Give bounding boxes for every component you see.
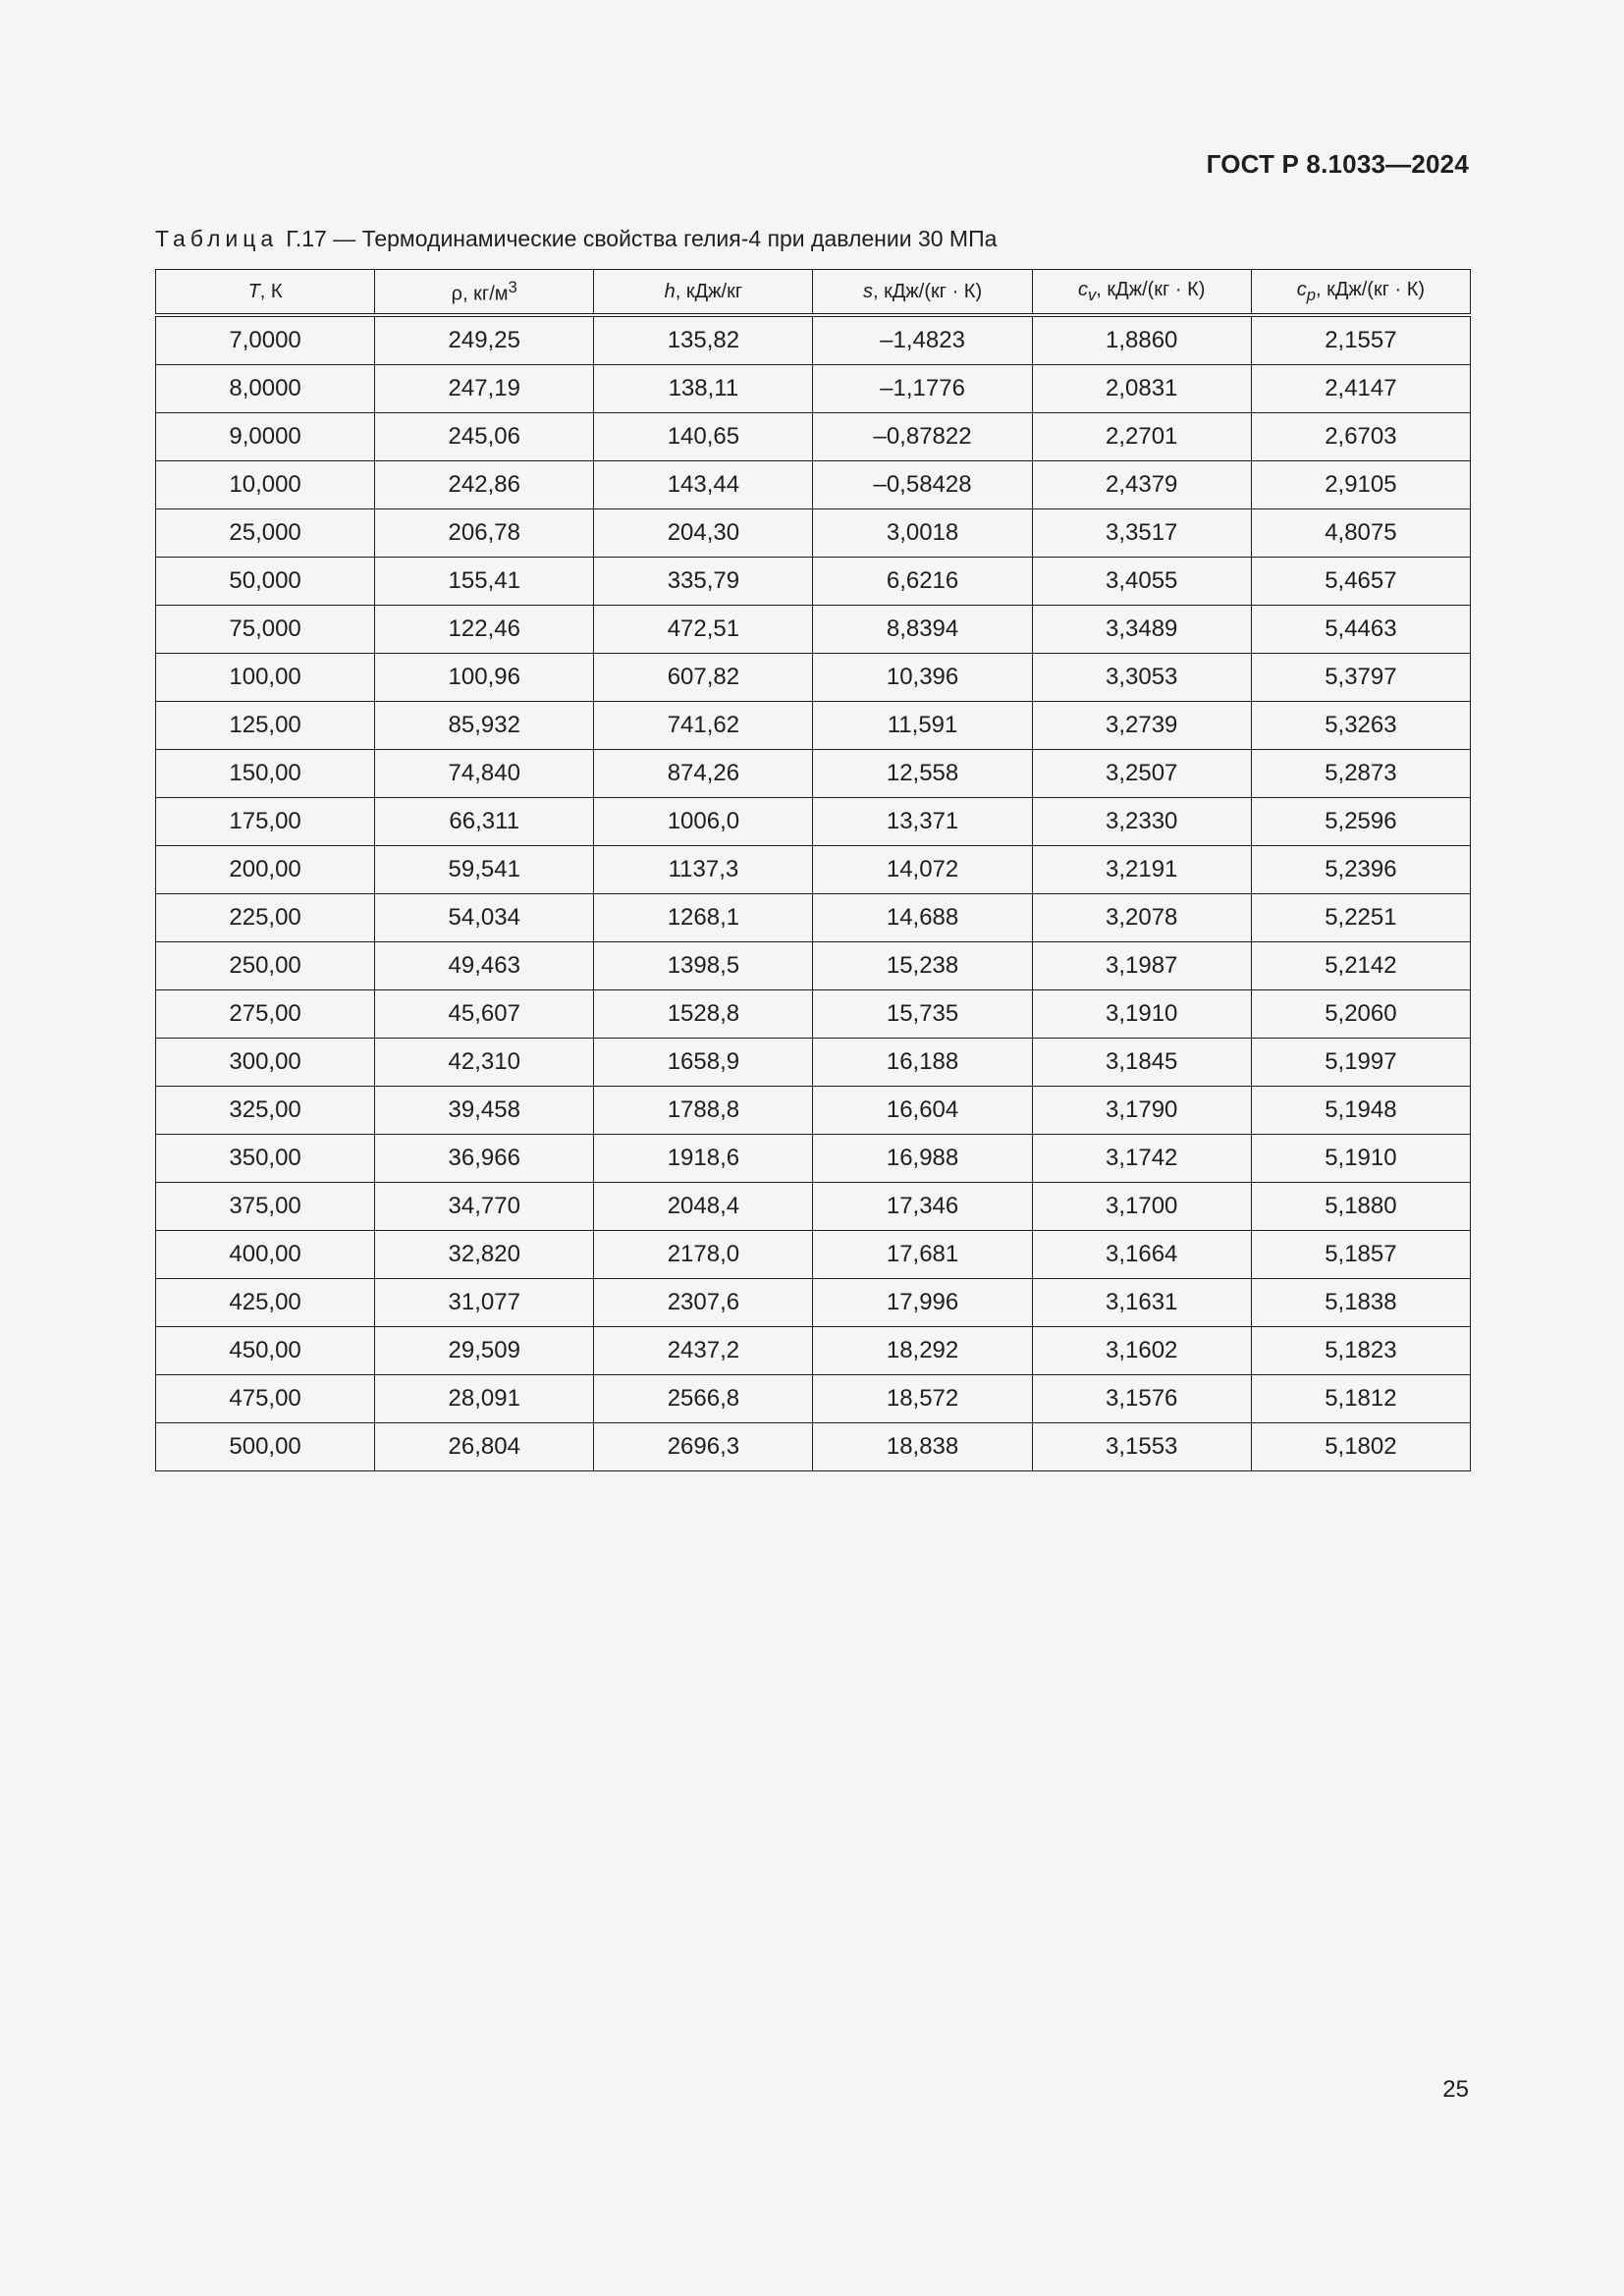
table-cell: 49,463 [375,942,594,990]
column-subscript: p [1306,285,1316,304]
column-unit: , кДж/(кг · К) [1315,278,1426,300]
table-cell: 3,1700 [1032,1183,1251,1231]
table-cell: 15,238 [813,942,1032,990]
table-cell: 3,1576 [1032,1375,1251,1423]
table-cell: 2178,0 [594,1231,813,1279]
table-cell: 350,00 [156,1135,375,1183]
table-cell: 9,0000 [156,413,375,461]
table-cell: 3,1987 [1032,942,1251,990]
table-cell: 3,1910 [1032,990,1251,1039]
page-number: 25 [1442,2076,1469,2103]
table-row [156,606,1471,654]
table-caption-prefix: Таблица [155,226,279,251]
table-cell: 3,3517 [1032,509,1251,558]
table-row [156,1327,1471,1375]
column-symbol: h [664,280,676,302]
table-row [156,894,1471,942]
table-cell: 1528,8 [594,990,813,1039]
table-cell: 300,00 [156,1039,375,1087]
column-symbol: ρ [451,283,463,305]
table-cell: 3,3489 [1032,606,1251,654]
table-cell: –1,1776 [813,365,1032,413]
table-row [156,413,1471,461]
table-cell: 143,44 [594,461,813,509]
table-cell: 3,1553 [1032,1423,1251,1471]
table-cell: 10,000 [156,461,375,509]
column-unit: , кДж/(кг · К) [1096,278,1206,300]
table-cell: 75,000 [156,606,375,654]
table-caption [155,226,997,252]
column-header [156,270,375,316]
column-unit: , К [259,280,283,302]
table-cell: 607,82 [594,654,813,702]
table-cell: 3,1845 [1032,1039,1251,1087]
table-cell: 16,188 [813,1039,1032,1087]
table-cell: 3,1742 [1032,1135,1251,1183]
table-cell: 45,607 [375,990,594,1039]
table-cell: 2,1557 [1251,315,1470,365]
table-cell: 5,1802 [1251,1423,1470,1471]
table-cell: 5,1997 [1251,1039,1470,1087]
table-cell: 1918,6 [594,1135,813,1183]
table-cell: 175,00 [156,798,375,846]
table-row [156,1375,1471,1423]
table-cell: 874,26 [594,750,813,798]
table-cell: 66,311 [375,798,594,846]
table-row [156,1087,1471,1135]
table-cell: 249,25 [375,315,594,365]
table-cell: 17,681 [813,1231,1032,1279]
table-cell: 2696,3 [594,1423,813,1471]
table-row [156,558,1471,606]
table-cell: 245,06 [375,413,594,461]
table-cell: 425,00 [156,1279,375,1327]
column-symbol: c [1077,278,1088,300]
table-cell: 74,840 [375,750,594,798]
table-row [156,1423,1471,1471]
table-cell: 5,2873 [1251,750,1470,798]
table-cell: –1,4823 [813,315,1032,365]
table-cell: 3,0018 [813,509,1032,558]
table-cell: 42,310 [375,1039,594,1087]
table-cell: 5,4463 [1251,606,1470,654]
table-row [156,1183,1471,1231]
table-cell: 5,2396 [1251,846,1470,894]
table-cell: 3,1664 [1032,1231,1251,1279]
table-cell: 29,509 [375,1327,594,1375]
table-cell: 100,00 [156,654,375,702]
table-row [156,1231,1471,1279]
table-cell: 250,00 [156,942,375,990]
table-cell: 6,6216 [813,558,1032,606]
table-cell: 472,51 [594,606,813,654]
table-cell: 14,072 [813,846,1032,894]
table-cell: 2,0831 [1032,365,1251,413]
table-cell: 325,00 [156,1087,375,1135]
table-cell: 3,1602 [1032,1327,1251,1375]
table-cell: 5,1857 [1251,1231,1470,1279]
table-cell: 28,091 [375,1375,594,1423]
table-cell: 26,804 [375,1423,594,1471]
table-cell: 204,30 [594,509,813,558]
table-cell: 2307,6 [594,1279,813,1327]
table-cell: 18,572 [813,1375,1032,1423]
table-cell: 2048,4 [594,1183,813,1231]
table-cell: 135,82 [594,315,813,365]
table-cell: 11,591 [813,702,1032,750]
table-cell: 1268,1 [594,894,813,942]
table-cell: 450,00 [156,1327,375,1375]
table-cell: 155,41 [375,558,594,606]
column-header [1032,270,1251,316]
table-header [156,270,1471,316]
table-row [156,846,1471,894]
document-header: ГОСТ Р 8.1033—2024 [1206,149,1469,179]
table-cell: 12,558 [813,750,1032,798]
table-cell: 3,2507 [1032,750,1251,798]
table-cell: 5,3797 [1251,654,1470,702]
table-cell: 275,00 [156,990,375,1039]
table-cell: 242,86 [375,461,594,509]
table-cell: 3,2078 [1032,894,1251,942]
table-cell: 5,1812 [1251,1375,1470,1423]
table-cell: 150,00 [156,750,375,798]
table-cell: 1658,9 [594,1039,813,1087]
table-cell: –0,87822 [813,413,1032,461]
table-cell: 335,79 [594,558,813,606]
table-row [156,1135,1471,1183]
table-cell: 7,0000 [156,315,375,365]
table-row [156,798,1471,846]
column-symbol: s [862,280,873,302]
table-cell: 16,604 [813,1087,1032,1135]
table-row [156,315,1471,365]
column-superscript: 3 [508,277,517,296]
table-cell: 400,00 [156,1231,375,1279]
table-cell: 1006,0 [594,798,813,846]
column-unit: , кг/м [462,283,509,305]
table-cell: 2,6703 [1251,413,1470,461]
table-cell: 5,1910 [1251,1135,1470,1183]
table-cell: 17,996 [813,1279,1032,1327]
table-cell: 54,034 [375,894,594,942]
table-cell: 225,00 [156,894,375,942]
table-cell: 5,2060 [1251,990,1470,1039]
table-cell: 100,96 [375,654,594,702]
table-cell: 2,2701 [1032,413,1251,461]
table-row [156,750,1471,798]
table-cell: 8,8394 [813,606,1032,654]
column-subscript: v [1087,285,1097,304]
table-cell: 3,3053 [1032,654,1251,702]
table-cell: 85,932 [375,702,594,750]
table-cell: 17,346 [813,1183,1032,1231]
table-cell: 3,1631 [1032,1279,1251,1327]
table-cell: 13,371 [813,798,1032,846]
table-cell: 59,541 [375,846,594,894]
table-cell: 14,688 [813,894,1032,942]
table-cell: 31,077 [375,1279,594,1327]
table-cell: 200,00 [156,846,375,894]
table-row [156,1039,1471,1087]
table-cell: 15,735 [813,990,1032,1039]
table-cell: 16,988 [813,1135,1032,1183]
table-cell: 3,4055 [1032,558,1251,606]
table-cell: 39,458 [375,1087,594,1135]
table-cell: 475,00 [156,1375,375,1423]
table-cell: 375,00 [156,1183,375,1231]
table-cell: 5,2142 [1251,942,1470,990]
column-unit: , кДж/кг [675,280,743,302]
table-cell: 2566,8 [594,1375,813,1423]
column-header [375,270,594,316]
table-cell: 3,2191 [1032,846,1251,894]
table-row [156,365,1471,413]
column-header [1251,270,1470,316]
table-cell: 247,19 [375,365,594,413]
table-cell: 500,00 [156,1423,375,1471]
table-cell: 50,000 [156,558,375,606]
column-header [594,270,813,316]
table-cell: 5,2251 [1251,894,1470,942]
table-cell: 5,2596 [1251,798,1470,846]
table-cell: 10,396 [813,654,1032,702]
table-row [156,654,1471,702]
table-cell: 4,8075 [1251,509,1470,558]
table-cell: 1398,5 [594,942,813,990]
column-symbol: c [1296,278,1307,300]
table-cell: 122,46 [375,606,594,654]
column-symbol: T [247,280,260,302]
table-cell: –0,58428 [813,461,1032,509]
table-cell: 2,4379 [1032,461,1251,509]
table-row [156,990,1471,1039]
table-cell: 125,00 [156,702,375,750]
table-cell: 1788,8 [594,1087,813,1135]
table-cell: 34,770 [375,1183,594,1231]
table-cell: 18,838 [813,1423,1032,1471]
table-cell: 206,78 [375,509,594,558]
table-header-row [156,270,1471,316]
properties-table [155,269,1471,1471]
table-cell: 32,820 [375,1231,594,1279]
table-cell: 5,1948 [1251,1087,1470,1135]
table-cell: 5,4657 [1251,558,1470,606]
table-cell: 1137,3 [594,846,813,894]
table-cell: 25,000 [156,509,375,558]
table-cell: 1,8860 [1032,315,1251,365]
column-unit: , кДж/(кг · К) [872,280,983,302]
table-cell: 3,2330 [1032,798,1251,846]
table-cell: 5,1823 [1251,1327,1470,1375]
table-row [156,942,1471,990]
table-cell: 741,62 [594,702,813,750]
table-cell: 138,11 [594,365,813,413]
table-cell: 2437,2 [594,1327,813,1375]
column-header [813,270,1032,316]
table-cell: 5,1838 [1251,1279,1470,1327]
table-cell: 140,65 [594,413,813,461]
table-cell: 2,9105 [1251,461,1470,509]
table-cell: 5,3263 [1251,702,1470,750]
table-cell: 36,966 [375,1135,594,1183]
table-cell: 18,292 [813,1327,1032,1375]
table-body [156,315,1471,1471]
table-cell: 5,1880 [1251,1183,1470,1231]
table-caption-text: Г.17 — Термодинамические свойства гелия-4 при давлении 30 МПа [286,226,998,251]
table-row [156,702,1471,750]
table-cell: 8,0000 [156,365,375,413]
table-row [156,509,1471,558]
table-cell: 3,2739 [1032,702,1251,750]
table-cell: 3,1790 [1032,1087,1251,1135]
table-row [156,461,1471,509]
table-row [156,1279,1471,1327]
table-cell: 2,4147 [1251,365,1470,413]
